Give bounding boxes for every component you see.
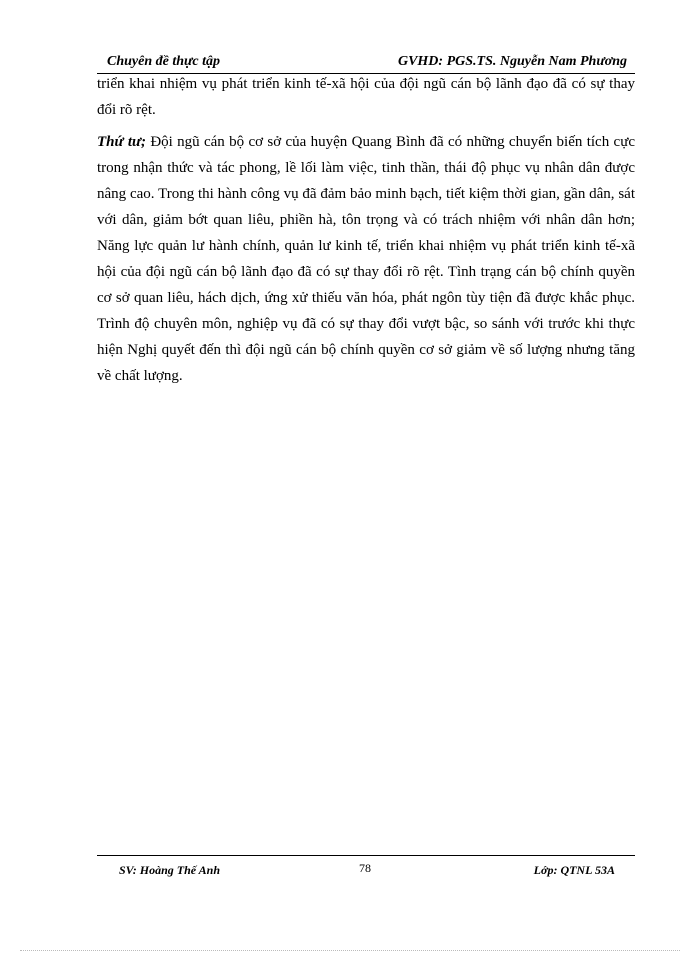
page-number: 78 bbox=[359, 861, 371, 875]
paragraph-text: Đội ngũ cán bộ cơ sở của huyện Quang Bình đã có những chuyển biến tích cực trong nhận thức và tác phong, lề lối làm việc, tinh thần, thái độ phục vụ nhân dân được nâng cao. Trong thi hành công vụ đã đảm bảo minh bạch, tiết kiệm thời gian, gần dân, sát với dân, giảm bớt quan liêu, phiền hà, tôn trọng và có trách nhiệm với nhân dân hơn; Năng lực quản lư hành chính, quản lư kinh tế, triển khai nhiệm vụ phát triển kinh tế-xã hội của đội ngũ cán bộ lãnh đạo đã có sự thay đổi rõ rệt. Tình trạng cán bộ chính quyền cơ sở quan liêu, hách dịch, ứng xử thiếu văn hóa, phát ngôn tùy tiện đã được khắc phục. Trình độ chuyên môn, nghiệp vụ đã có sự thay đổi vượt bậc, so sánh với trước khi thực hiện Nghị quyết đến thì đội ngũ cán bộ chính quyền cơ sở giảm về số lượng nhưng tăng về chất lượng. bbox=[97, 134, 635, 384]
header-supervisor: GVHD: PGS.TS. Nguyễn Nam Phương bbox=[397, 54, 627, 69]
page-boundary-divider bbox=[20, 950, 680, 951]
footer-class: Lớp: QTNL 53A bbox=[533, 863, 615, 877]
paragraph-thu-tu bbox=[97, 129, 635, 389]
footer-student: SV: Hoàng Thế Anh bbox=[119, 863, 221, 877]
paragraph-continuation bbox=[97, 71, 635, 123]
header-topic: Chuyên đề thực tập bbox=[107, 54, 221, 69]
page-footer bbox=[97, 855, 635, 880]
paragraph-lead: Thứ tư; bbox=[97, 134, 146, 150]
document-body bbox=[97, 71, 635, 389]
paragraph-text: triển khai nhiệm vụ phát triển kinh tế-xã hội của đội ngũ cán bộ lãnh đạo đã có sự thay đổi rõ rệt. bbox=[97, 76, 635, 118]
